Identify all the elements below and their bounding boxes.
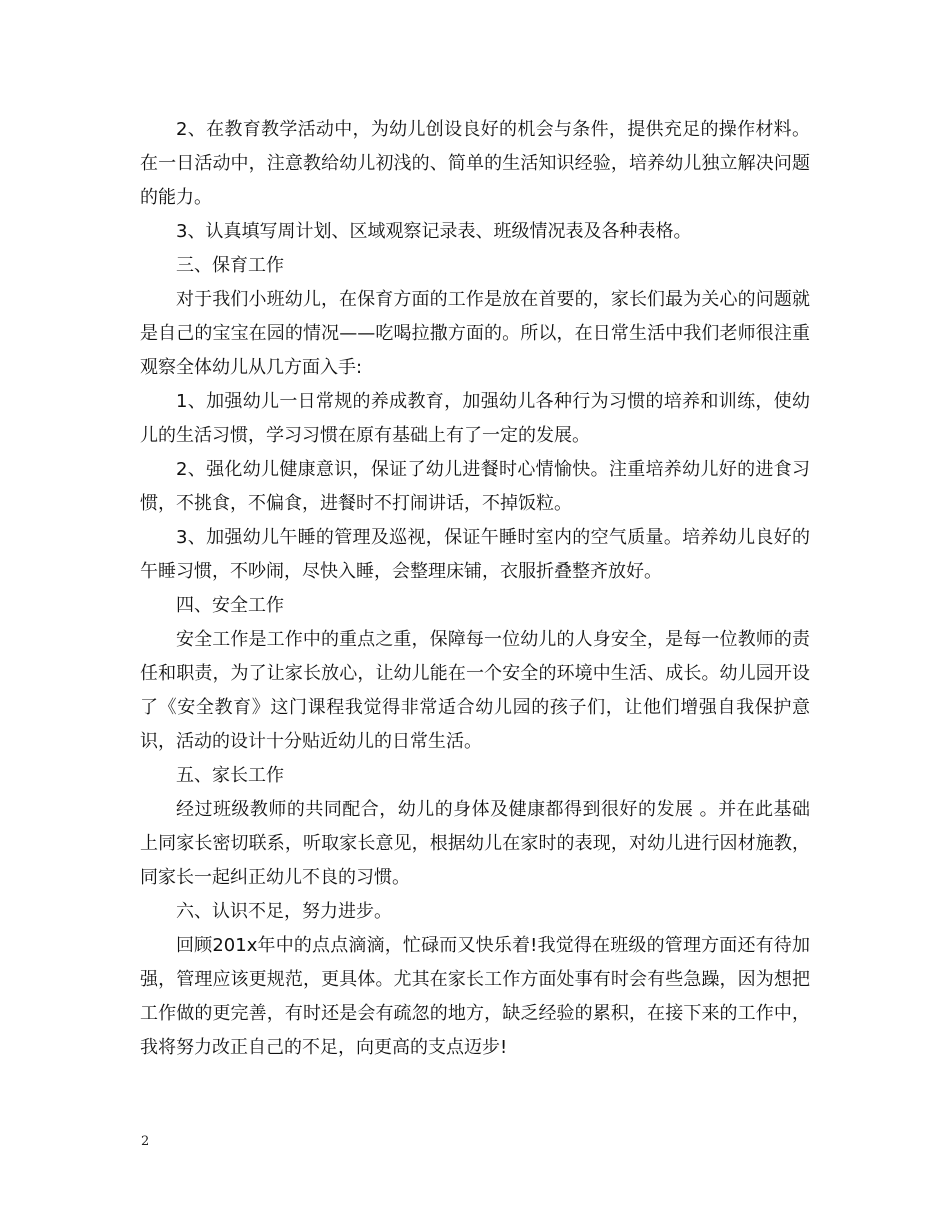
- paragraph-review: 回顾201x年中的点点滴滴，忙碌而又快乐着!我觉得在班级的管理方面还有待加强，管理应该更规范，更具体。尤其在家长工作方面处事有时会有些急躁，因为想把工作做的更完善，有时还是会有疏忽的地方，缺乏经验的累积，在接下来的工作中，我将努力改正自己的不足，向更高的支点迈步!: [140, 935, 810, 1058]
- paragraph-nap-management: 3、加强幼儿午睡的管理及巡视，保证午睡时室内的空气质量。培养幼儿良好的午睡习惯，不吵闹，尽快入睡，会整理床铺，衣服折叠整齐放好。: [140, 527, 810, 582]
- section-heading-shortcomings: 六、认识不足，努力进步。: [176, 901, 392, 922]
- paragraph-daily-routine: 1、加强幼儿一日常规的养成教育，加强幼儿各种行为习惯的培养和训练，使幼儿的生活习惯，学习习惯在原有基础上有了一定的发展。: [140, 391, 810, 446]
- section-heading-childcare: 三、保育工作: [176, 255, 284, 276]
- paragraph-parent-work: 经过班级教师的共同配合，幼儿的身体及健康都得到很好的发展 。并在此基础上同家长密切联系，听取家长意见，根据幼儿在家时的表现，对幼儿进行因材施教，同家长一起纠正幼儿不良的习惯。: [140, 799, 810, 888]
- section-heading-parents: 五、家长工作: [176, 765, 284, 786]
- paragraph-health-awareness: 2、强化幼儿健康意识，保证了幼儿进餐时心情愉快。注重培养幼儿好的进食习惯，不挑食，不偏食，进餐时不打闹讲话，不掉饭粒。: [140, 459, 810, 514]
- page-number: 2: [141, 1134, 150, 1149]
- paragraph-childcare-intro: 对于我们小班幼儿，在保育方面的工作是放在首要的，家长们最为关心的问题就是自己的宝宝在园的情况——吃喝拉撒方面的。所以，在日常生活中我们老师很注重观察全体幼儿从几方面入手:: [140, 289, 810, 378]
- paragraph-safety-work: 安全工作是工作中的重点之重，保障每一位幼儿的人身安全，是每一位教师的责任和职责，为了让家长放心，让幼儿能在一个安全的环境中生活、成长。幼儿园开设了《安全教育》这门课程我觉得非常适合幼儿园的孩子们，让他们增强自我保护意识，活动的设计十分贴近幼儿的日常生活。: [140, 629, 810, 752]
- paragraph-teaching-activities: 2、在教育教学活动中，为幼儿创设良好的机会与条件，提供充足的操作材料。在一日活动中，注意教给幼儿初浅的、简单的生活知识经验，培养幼儿独立解决问题的能力。: [140, 119, 810, 208]
- page-body: [140, 113, 810, 1065]
- paragraph-weekly-plans: 3、认真填写周计划、区域观察记录表、班级情况表及各种表格。: [176, 221, 692, 242]
- section-heading-safety: 四、安全工作: [176, 595, 284, 616]
